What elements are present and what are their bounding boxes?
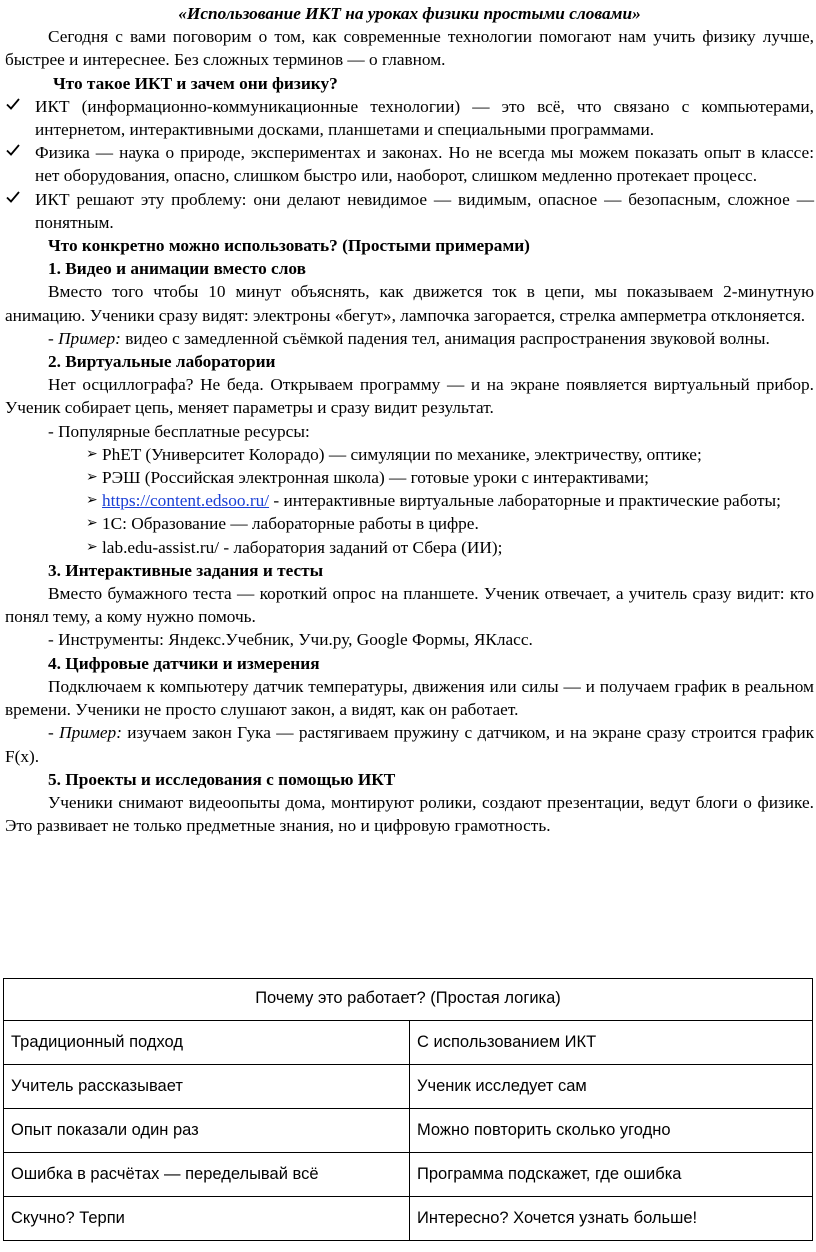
example-prefix: - [48,328,59,348]
check-list-text: ИКТ решают эту проблему: они делают невидимое — видимым, опасное — безопасным, сложное — понятным. [35,189,814,232]
arrow-right-icon: ➢ [86,516,98,532]
item-4-example [5,721,814,767]
resource-list-item [5,512,814,535]
arrow-right-icon: ➢ [86,446,98,462]
table-header-row [4,1021,813,1065]
table-cell: Учитель рассказывает [4,1065,410,1109]
document-body [5,0,814,837]
section-heading-examples: Что конкретно можно использовать? (Простыми примерами) [48,236,530,256]
item-1-example [5,327,814,350]
item-1-text: Вместо того чтобы 10 минут объяснять, как движется ток в цепи, мы показываем 2-минутную анимацию. Ученики сразу видят: электроны «бегут», лампочка загорается, стрелка амперметра отклоняется. [5,282,814,325]
example-text: изучаем закон Гука — растягиваем пружину с датчиком, и на экране сразу строится график F(x). [5,723,814,766]
item-2-resources-label: - Популярные бесплатные ресурсы: [48,421,310,441]
table-cell: Скучно? Терпи [4,1197,410,1241]
table-header-cell: Традиционный подход [4,1021,410,1065]
table-cell: Ученик исследует сам [410,1065,813,1109]
item-1-title: 1. Видео и анимации вместо слов [48,259,306,279]
example-label: Пример: [59,723,122,743]
resource-text: РЭШ (Российская электронная школа) — готовые уроки с интерактивами; [102,468,649,488]
arrow-right-icon: ➢ [86,493,98,509]
table-caption-row [4,979,813,1021]
resource-list-item [5,536,814,559]
table-header-cell: С использованием ИКТ [410,1021,813,1065]
checkmark-icon [5,188,27,211]
item-4-text: Подключаем к компьютеру датчик температуры, движения или силы — и получаем график в реальном времени. Ученики не просто слушают закон, а видят, как он работает. [5,676,814,720]
edsoo-link[interactable]: https://content.edsoo.ru/ [102,491,270,511]
item-2-text: Нет осциллографа? Не беда. Открываем программу — и на экране появляется виртуальный прибор. Ученик собирает цепь, меняет параметры и сразу видит результат. [5,375,814,418]
example-text: видео с замедленной съёмкой падения тел, анимация распространения звуковой волны. [120,328,770,348]
intro-paragraph: Сегодня с вами поговорим о том, как современные технологии помогают нам учить физику лучше, быстрее и интереснее. Без сложных терминов — о главном. [5,27,814,70]
example-prefix: - [48,723,60,743]
table-cell: Опыт показали один раз [4,1109,410,1153]
section-heading-what: Что такое ИКТ и зачем они физику? [53,73,338,93]
table-row [4,1197,813,1241]
check-list-text: ИКТ (информационно-коммуникационные технологии) — это всё, что связано с компьютерами, интернетом, интерактивными досками, планшетами и специальными программами. [35,96,814,140]
resource-text: 1С: Образование — лабораторные работы в цифре. [102,514,479,534]
checkmark-icon [5,141,27,164]
example-label: Пример: [58,328,121,348]
item-3-title: 3. Интерактивные задания и тесты [48,560,324,580]
table-cell: Интересно? Хочется узнать больше! [410,1197,813,1241]
table-row [4,1153,813,1197]
check-list-item [5,188,814,234]
resource-list-item [5,443,814,466]
item-5-text: Ученики снимают видеоопыты дома, монтируют ролики, создают презентации, ведут блоги о физике. Это развивает не только предметные знания, но и цифровую грамотность. [5,792,814,836]
table-row [4,1109,813,1153]
resource-text: PhET (Университет Колорадо) — симуляции по механике, электричеству, оптике; [102,444,702,464]
document-title: «Использование ИКТ на уроках физики простыми словами» [178,4,641,23]
check-list-item [5,141,814,187]
arrow-right-icon: ➢ [86,539,98,555]
resource-text: - интерактивные виртуальные лабораторные и практические работы; [269,491,781,511]
table-row [4,1065,813,1109]
table-cell: Можно повторить сколько угодно [410,1109,813,1153]
check-list-text: Физика — наука о природе, экспериментах и законах. Но не всегда мы можем показать опыт в классе: нет оборудования, опасно, слишком быстро или, наоборот, слишком медленно протекает процесс. [35,143,814,186]
check-list-item [5,95,814,141]
arrow-right-icon: ➢ [86,470,98,486]
item-5-title: 5. Проекты и исследования с помощью ИКТ [48,769,396,789]
resource-list-item [5,466,814,489]
checkmark-icon [5,95,27,118]
item-3-tools: - Инструменты: Яндекс.Учебник, Учи.ру, Google Формы, ЯКласс. [48,630,533,650]
resource-list-item [5,489,814,512]
item-2-title: 2. Виртуальные лаборатории [48,352,276,372]
table-cell: Ошибка в расчётах — переделывай всё [4,1153,410,1197]
comparison-table [3,978,813,1241]
table-cell: Программа подскажет, где ошибка [410,1153,813,1197]
resource-text: lab.edu-assist.ru/ - лаборатория заданий от Сбера (ИИ); [102,537,503,557]
item-4-title: 4. Цифровые датчики и измерения [48,653,320,673]
item-3-text: Вместо бумажного теста — короткий опрос на планшете. Ученик отвечает, а учитель сразу видит: кто понял тему, а кому нужно помочь. [5,584,814,627]
table-caption: Почему это работает? (Простая логика) [4,979,813,1021]
